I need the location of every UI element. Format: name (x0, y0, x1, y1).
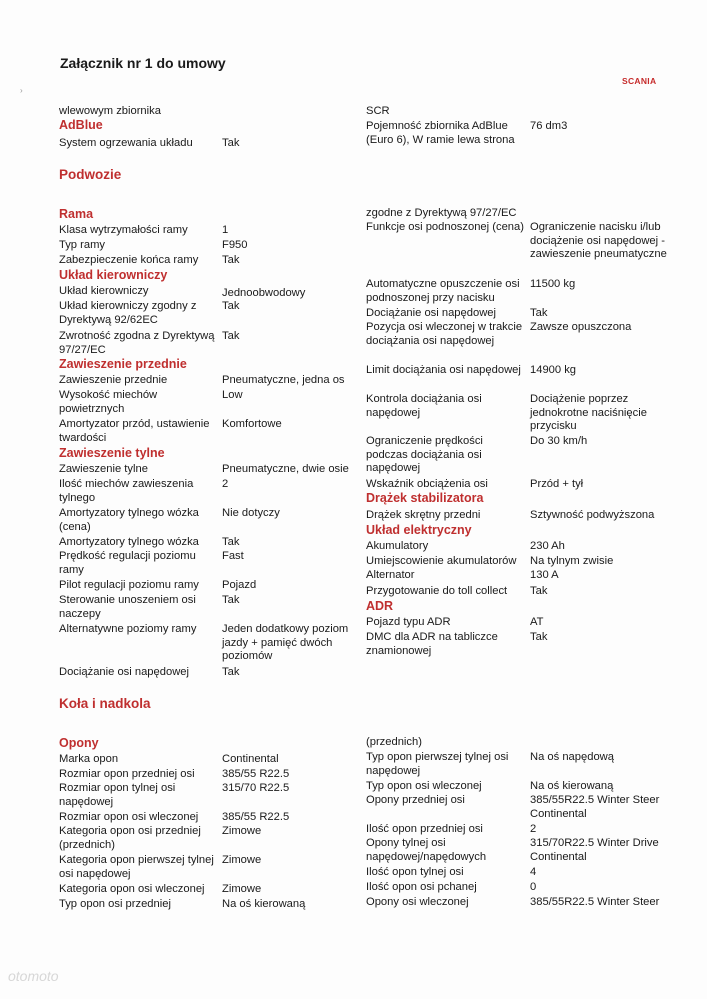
section-przednie: Zawieszenie przednie (59, 357, 187, 371)
row-label: Prędkość regulacji poziomu ramy (59, 550, 196, 576)
row-value: Jednoobwodowy (222, 287, 306, 299)
row-value: Przód + tył (530, 478, 584, 490)
row-label: Dociążanie osi napędowej (59, 666, 189, 678)
directive-text: zgodne z Dyrektywą 97/27/EC (366, 207, 517, 219)
row-label: Alternatywne poziomy ramy (59, 623, 197, 635)
row-label: Ilość opon tylnej osi (366, 866, 464, 878)
row-value: Na oś kierowaną (222, 898, 306, 910)
row-value: 76 dm3 (530, 120, 568, 132)
row-value: Tak (222, 330, 240, 342)
page-title: Załącznik nr 1 do umowy (60, 55, 226, 71)
row-label: Ilość miechów zawieszenia tylnego (59, 478, 194, 504)
row-label: Kontrola dociążania osi napędowej (366, 393, 482, 419)
row-value: Tak (530, 585, 548, 597)
row-label: Akumulatory (366, 540, 429, 552)
scan-mark-icon: › (20, 86, 23, 95)
row-value: 14900 kg (530, 364, 577, 376)
row-label: Rozmiar opon tylnej osi napędowej (59, 782, 176, 808)
scania-logo: SCANIA (622, 76, 657, 86)
row-label: Typ opon osi wleczonej (366, 780, 482, 792)
row-value: Pneumatyczne, dwie osie (222, 463, 349, 475)
row-value: 385/55R22.5 Winter Steer (530, 896, 660, 908)
row-value: 315/70R22.5 Winter Drive Continental (530, 837, 659, 863)
row-label: Pozycja osi wleczonej w trakcie dociążania osi napędowej (366, 321, 523, 347)
row-label: Marka opon (59, 753, 119, 765)
row-label: Zwrotność zgodna z Dyrektywą 97/27/EC (59, 330, 215, 356)
row-value: Tak (530, 307, 548, 319)
row-value: Na oś napędową (530, 751, 614, 763)
row-label: Ilość opon przedniej osi (366, 823, 483, 835)
row-value: Dociążenie poprzez jednokrotne naciśnięcie przycisku (530, 393, 647, 432)
row-label: Zawieszenie przednie (59, 374, 168, 386)
scr-text: SCR (366, 105, 390, 117)
section-tylne: Zawieszenie tylne (59, 446, 165, 460)
section-kola: Koła i nadkola (59, 696, 151, 711)
section-adr: ADR (366, 599, 394, 613)
row-value: Zimowe (222, 825, 262, 837)
row-label: Opony tylnej osi napędowej/napędowych (366, 837, 487, 863)
row-label: Amortyzator przód, ustawienie twardości (59, 418, 210, 444)
row-label: Drążek skrętny przedni (366, 509, 481, 521)
row-label: System ogrzewania układu (59, 137, 193, 149)
section-drazek: Drążek stabilizatora (366, 491, 484, 505)
row-label: Układ kierowniczy zgodny z Dyrektywą 92/62EC (59, 300, 197, 326)
section-elektryczny: Układ elektryczny (366, 523, 472, 537)
row-label: Typ ramy (59, 239, 106, 251)
row-label: Amortyzatory tylnego wózka (59, 536, 199, 548)
row-value: Tak (222, 536, 240, 548)
row-label: Sterowanie unoszeniem osi naczepy (59, 594, 196, 620)
section-opony: Opony (59, 736, 99, 750)
row-label: Typ opon osi przedniej (59, 898, 171, 910)
row-label: Ograniczenie prędkości podczas dociążania osi napędowej (366, 435, 483, 474)
row-value: F950 (222, 239, 248, 251)
row-label: Limit dociążania osi napędowej (366, 364, 521, 376)
section-adblue: AdBlue (59, 118, 103, 132)
row-value: Zimowe (222, 854, 262, 866)
row-value: Fast (222, 550, 244, 562)
row-value: Tak (222, 300, 240, 312)
row-value: 130 A (530, 569, 559, 581)
row-label: Pojemność zbiornika AdBlue (Euro 6), W ramie lewa strona (366, 120, 515, 146)
row-value: Na oś kierowaną (530, 780, 614, 792)
row-label: Zawieszenie tylne (59, 463, 148, 475)
row-value: Do 30 km/h (530, 435, 588, 447)
row-label: Kategoria opon osi wleczonej (59, 883, 205, 895)
section-rama: Rama (59, 207, 94, 221)
row-label: Rozmiar opon przedniej osi (59, 768, 195, 780)
watermark: otomoto (8, 968, 59, 984)
row-label: Funkcje osi podnoszonej (cena) (366, 221, 524, 233)
row-value: 2 (222, 478, 229, 490)
row-label: Pilot regulacji poziomu ramy (59, 579, 199, 591)
row-value: Continental (222, 753, 279, 765)
row-label: Alternator (366, 569, 415, 581)
row-value: Tak (222, 666, 240, 678)
row-label: Ilość opon osi pchanej (366, 881, 477, 893)
row-label: Przygotowanie do toll collect (366, 585, 508, 597)
row-value: AT (530, 616, 544, 628)
row-value: Ograniczenie nacisku i/lub dociążenie osi napędowej - zawieszenie pneumatyczne (530, 221, 667, 260)
row-label: Wskaźnik obciążenia osi (366, 478, 488, 490)
row-label: Opony przedniej osi (366, 794, 465, 806)
row-label: Kategoria opon pierwszej tylnej osi napędowej (59, 854, 214, 880)
section-kierowniczy: Układ kierowniczy (59, 268, 168, 282)
row-value: Pojazd (222, 579, 257, 591)
row-value: 230 Ah (530, 540, 565, 552)
row-value: 385/55 R22.5 (222, 768, 290, 780)
row-value: 11500 kg (530, 278, 576, 290)
row-label: Wysokość miechów powietrznych (59, 389, 158, 415)
row-label: DMC dla ADR na tabliczce znamionowej (366, 631, 498, 657)
row-value: 4 (530, 866, 537, 878)
row-value: Tak (222, 594, 240, 606)
row-label: Klasa wytrzymałości ramy (59, 224, 188, 236)
row-label: Dociążanie osi napędowej (366, 307, 496, 319)
continued-text: wlewowym zbiornika (59, 105, 161, 117)
row-label: Automatyczne opuszczenie osi podnoszonej przy nacisku (366, 278, 520, 304)
row-label: Amortyzatory tylnego wózka (cena) (59, 507, 199, 533)
row-value: Tak (222, 137, 240, 149)
row-value: 385/55R22.5 Winter Steer Continental (530, 794, 660, 820)
row-label: Rozmiar opon osi wleczonej (59, 811, 199, 823)
row-value: Komfortowe (222, 418, 282, 430)
row-value: Jeden dodatkowy poziom jazdy + pamięć dwóch poziomów (222, 623, 349, 662)
row-value: Zawsze opuszczona (530, 321, 632, 333)
row-value: 315/70 R22.5 (222, 782, 290, 794)
row-value: Sztywność podwyższona (530, 509, 655, 521)
row-value: Tak (530, 631, 548, 643)
row-value: Na tylnym zwisie (530, 555, 614, 567)
row-label: Pojazd typu ADR (366, 616, 451, 628)
row-value: 2 (530, 823, 537, 835)
row-value: 0 (530, 881, 537, 893)
row-value: Tak (222, 254, 240, 266)
row-label: Zabezpieczenie końca ramy (59, 254, 199, 266)
row-label: Typ opon pierwszej tylnej osi napędowej (366, 751, 509, 777)
row-value: Nie dotyczy (222, 507, 280, 519)
row-label: Umiejscowienie akumulatorów (366, 555, 517, 567)
przednich-text: (przednich) (366, 736, 422, 748)
row-value: Low (222, 389, 243, 401)
row-value: 1 (222, 224, 229, 236)
row-value: Zimowe (222, 883, 262, 895)
section-podwozie: Podwozie (59, 167, 122, 182)
row-label: Kategoria opon osi przedniej (przednich) (59, 825, 201, 851)
row-label: Układ kierowniczy (59, 285, 149, 297)
row-value: Pneumatyczne, jedna os (222, 374, 345, 386)
row-value: 385/55 R22.5 (222, 811, 290, 823)
row-label: Opony osi wleczonej (366, 896, 469, 908)
